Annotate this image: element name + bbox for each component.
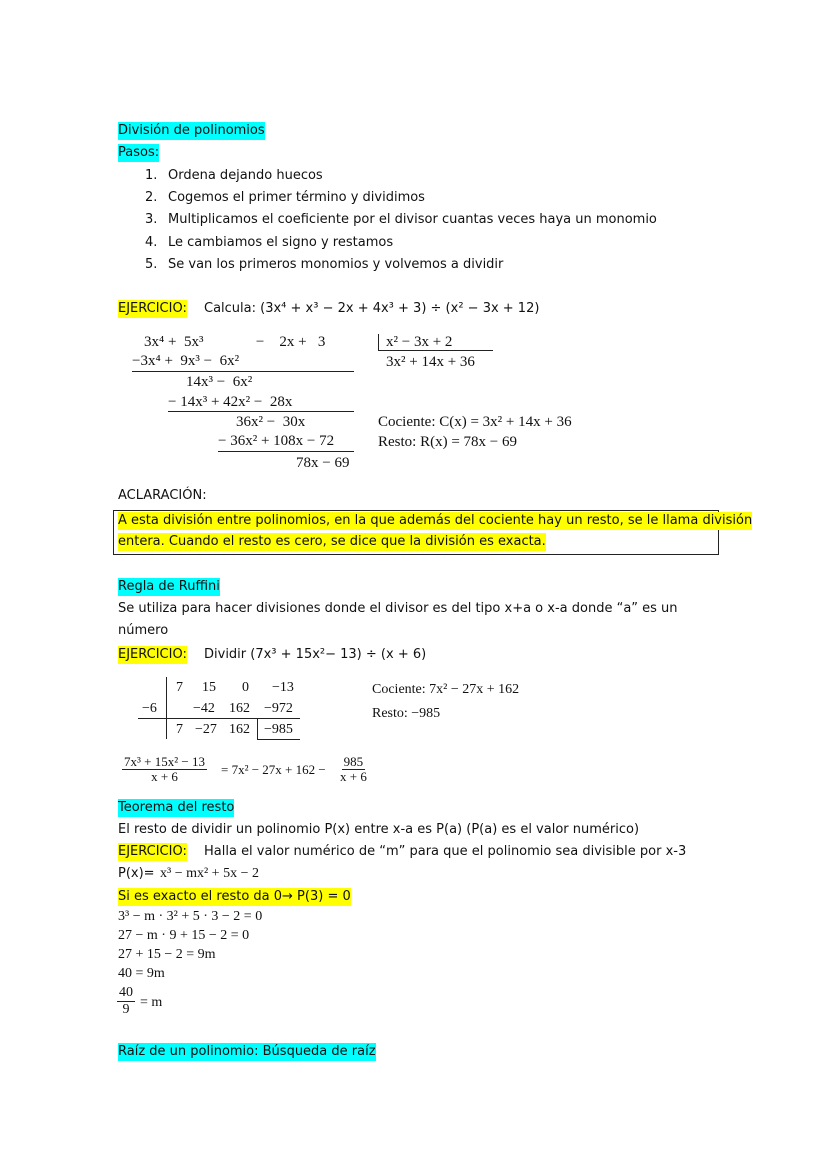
calc-line: 40 = 9m — [118, 966, 165, 981]
poly-label: P(x)= — [118, 866, 155, 881]
step-num: 1. — [145, 168, 158, 183]
division-row: 14x³ − 6x² — [186, 374, 253, 390]
exact-condition: Si es exacto el resto da 0→ P(3) = 0 — [118, 889, 351, 904]
section-title-division: División de polinomios — [118, 123, 265, 138]
eq-middle: = 7x² − 27x + 162 − — [221, 762, 326, 777]
ruffini-cell: 7 — [176, 680, 183, 695]
eq-numerator: 7x³ + 15x² − 13 — [124, 754, 205, 769]
ruffini-cell: 15 — [202, 680, 216, 695]
frac-denominator: 9 — [122, 1002, 130, 1017]
ruffini-desc: Se utiliza para hacer divisiones donde el divisor es del tipo x+a o x-a donde “a” es un — [118, 601, 678, 616]
ruffini-cociente: Cociente: 7x² − 27x + 162 — [372, 682, 520, 697]
ruffini-remainder: −985 — [264, 722, 293, 737]
division-row: −3x⁴ + 9x³ − 6x² — [132, 353, 240, 369]
steps-label: Pasos: — [118, 145, 160, 160]
step-num: 2. — [145, 190, 158, 205]
exercise-text: Dividir (7x³ + 15x²− 13) ÷ (x + 6) — [204, 647, 427, 662]
aclaracion-line: A esta división entre polinomios, en la que además del cociente hay un resto, se le llama división — [118, 513, 753, 528]
section-title-ruffini: Regla de Ruffini — [118, 579, 220, 594]
frac-rest: = m — [140, 995, 163, 1010]
step-text: Le cambiamos el signo y restamos — [168, 235, 394, 250]
step-num: 5. — [145, 257, 158, 272]
step-text: Ordena dejando huecos — [168, 168, 323, 183]
teorema-desc: El resto de dividir un polinomio P(x) entre x-a es P(a) (P(a) es el valor numérico) — [118, 822, 640, 837]
ruffini-cell: 162 — [229, 722, 250, 737]
step-num: 3. — [145, 212, 158, 227]
exercise-label: EJERCICIO: — [118, 301, 187, 316]
ruffini-cell: −972 — [264, 701, 293, 716]
division-remainder: 78x − 69 — [296, 455, 350, 471]
ruffini-root: −6 — [142, 701, 157, 716]
step-text: Multiplicamos el coeficiente por el divisor cuantas veces haya un monomio — [168, 212, 657, 227]
aclaracion-label: ACLARACIÓN: — [118, 488, 207, 503]
step-num: 4. — [145, 235, 158, 250]
calc-line: 27 − m · 9 + 15 − 2 = 0 — [118, 928, 250, 943]
eq-denominator: x + 6 — [340, 769, 367, 784]
eq-denominator: x + 6 — [151, 769, 178, 784]
eq-numerator: 985 — [343, 754, 364, 769]
division-row: − 36x² + 108x − 72 — [218, 433, 335, 449]
section-title-raiz: Raíz de un polinomio: Búsqueda de raíz — [118, 1044, 376, 1059]
quotient: 3x² + 14x + 36 — [386, 354, 475, 370]
division-row: 36x² − 30x — [236, 414, 306, 430]
exercise-label: EJERCICIO: — [118, 647, 187, 662]
ruffini-cell: −13 — [272, 680, 294, 695]
ruffini-cell: 7 — [176, 722, 183, 737]
frac-numerator: 40 — [119, 985, 133, 1000]
exercise-text: Calcula: (3x⁴ + x³ − 2x + 4x³ + 3) ÷ (x² − 3x + 12) — [204, 301, 540, 316]
division-row: 3x⁴ + 5x³ − 2x + 3 — [144, 334, 326, 350]
exercise-label: EJERCICIO: — [118, 844, 187, 859]
calc-line: 3³ − m · 3² + 5 · 3 − 2 = 0 — [118, 909, 263, 924]
calc-line: 27 + 15 − 2 = 9m — [118, 947, 216, 962]
exercise-text: Halla el valor numérico de “m” para que el polinomio sea divisible por x-3 — [204, 844, 687, 859]
section-title-teorema: Teorema del resto — [118, 800, 235, 815]
step-text: Cogemos el primer término y dividimos — [168, 190, 425, 205]
resto-text: Resto: R(x) = 78x − 69 — [378, 434, 517, 450]
cociente-text: Cociente: C(x) = 3x² + 14x + 36 — [378, 414, 572, 430]
ruffini-cell: −27 — [195, 722, 217, 737]
ruffini-resto: Resto: −985 — [372, 706, 441, 721]
ruffini-desc: número — [118, 623, 169, 638]
ruffini-cell: 0 — [242, 680, 249, 695]
poly: x³ − mx² + 5x − 2 — [160, 866, 259, 881]
ruffini-cell: 162 — [229, 701, 250, 716]
ruffini-cell: −42 — [193, 701, 215, 716]
division-row: − 14x³ + 42x² − 28x — [168, 394, 293, 410]
divisor: x² − 3x + 2 — [386, 334, 453, 350]
aclaracion-line: entera. Cuando el resto es cero, se dice que la división es exacta. — [118, 534, 546, 549]
step-text: Se van los primeros monomios y volvemos a dividir — [168, 257, 504, 272]
